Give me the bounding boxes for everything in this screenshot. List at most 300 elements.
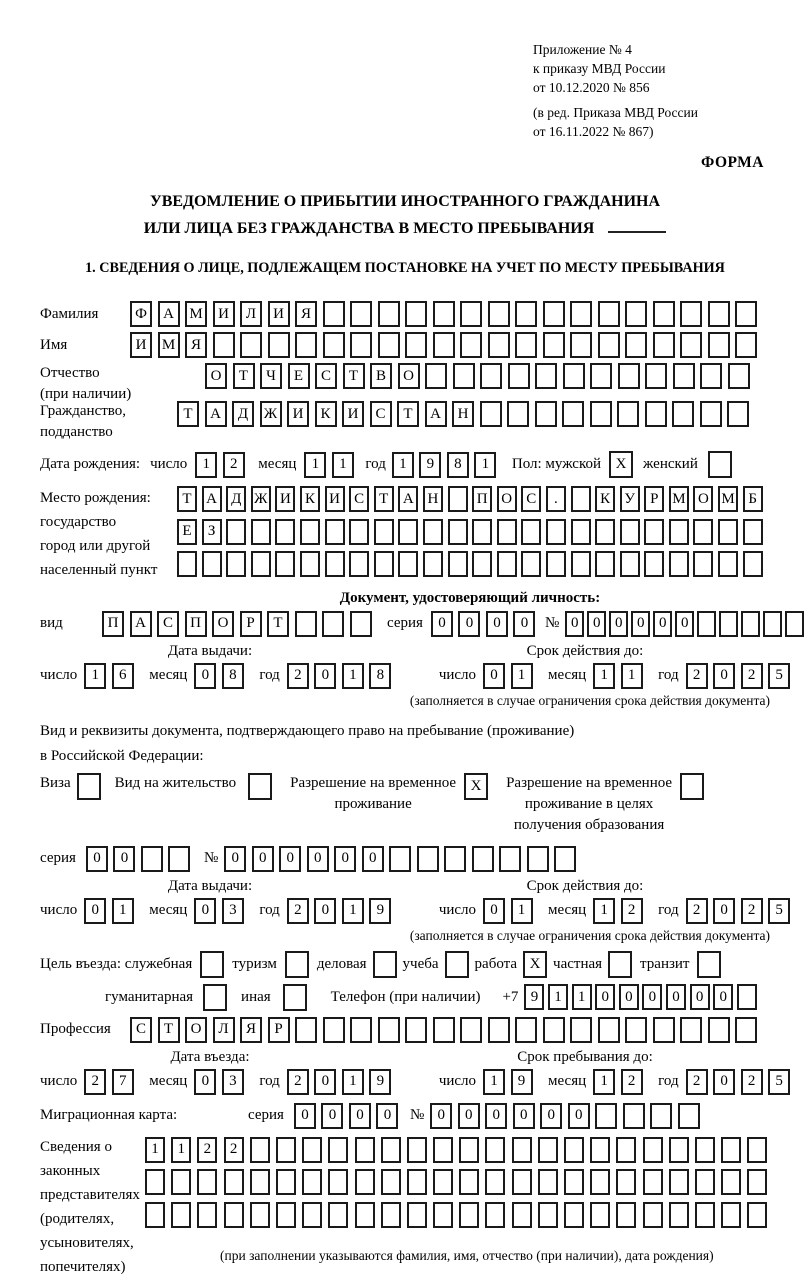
char-cell[interactable]: 0 xyxy=(307,846,329,872)
char-cell[interactable]: 5 xyxy=(768,663,790,689)
char-cell[interactable] xyxy=(521,519,541,545)
char-cell[interactable] xyxy=(276,1202,296,1228)
char-cell[interactable]: 2 xyxy=(741,898,763,924)
char-cell[interactable] xyxy=(680,332,702,358)
char-cell[interactable] xyxy=(512,1202,532,1228)
char-cell[interactable]: 0 xyxy=(194,898,216,924)
char-cell[interactable] xyxy=(398,551,418,577)
char-cell[interactable] xyxy=(268,332,290,358)
char-cell[interactable]: 0 xyxy=(540,1103,562,1129)
char-cell[interactable]: О xyxy=(212,611,234,637)
char-cell[interactable] xyxy=(598,1017,620,1043)
char-cell[interactable]: 0 xyxy=(631,611,650,637)
char-cell[interactable]: К xyxy=(300,486,320,512)
char-cell[interactable] xyxy=(302,1202,322,1228)
char-cell[interactable]: 1 xyxy=(511,663,533,689)
char-cell[interactable] xyxy=(680,301,702,327)
char-cell[interactable] xyxy=(355,1137,375,1163)
char-cell[interactable]: Т xyxy=(374,486,394,512)
char-cell[interactable] xyxy=(564,1202,584,1228)
char-cell[interactable] xyxy=(480,363,502,389)
char-cell[interactable]: М xyxy=(158,332,180,358)
char-cell[interactable] xyxy=(448,551,468,577)
char-cell[interactable]: С xyxy=(521,486,541,512)
char-cell[interactable]: 1 xyxy=(171,1137,191,1163)
char-cell[interactable]: 9 xyxy=(369,898,391,924)
char-cell[interactable]: О xyxy=(205,363,227,389)
char-cell[interactable] xyxy=(355,1202,375,1228)
char-cell[interactable] xyxy=(590,1202,610,1228)
char-cell[interactable] xyxy=(488,332,510,358)
char-cell[interactable] xyxy=(460,332,482,358)
char-cell[interactable] xyxy=(741,611,760,637)
char-cell[interactable] xyxy=(546,519,566,545)
char-cell[interactable] xyxy=(721,1137,741,1163)
purpose-business-checkbox[interactable] xyxy=(373,951,397,978)
char-cell[interactable] xyxy=(598,301,620,327)
char-cell[interactable]: А xyxy=(158,301,180,327)
char-cell[interactable]: Т xyxy=(233,363,255,389)
char-cell[interactable] xyxy=(381,1169,401,1195)
char-cell[interactable]: 2 xyxy=(741,1069,763,1095)
char-cell[interactable] xyxy=(302,1137,322,1163)
char-cell[interactable]: 1 xyxy=(304,452,326,478)
sex-female-checkbox[interactable] xyxy=(708,451,732,478)
char-cell[interactable] xyxy=(644,551,664,577)
char-cell[interactable] xyxy=(700,401,722,427)
char-cell[interactable]: 0 xyxy=(224,846,246,872)
char-cell[interactable] xyxy=(374,551,394,577)
char-cell[interactable]: Е xyxy=(288,363,310,389)
char-cell[interactable]: 0 xyxy=(314,663,336,689)
char-cell[interactable] xyxy=(145,1202,165,1228)
char-cell[interactable]: Я xyxy=(240,1017,262,1043)
temp-residence-education-checkbox[interactable] xyxy=(680,773,704,800)
char-cell[interactable]: 2 xyxy=(223,452,245,478)
char-cell[interactable] xyxy=(300,519,320,545)
char-cell[interactable]: 1 xyxy=(392,452,414,478)
char-cell[interactable]: 2 xyxy=(686,898,708,924)
char-cell[interactable] xyxy=(355,1169,375,1195)
char-cell[interactable] xyxy=(275,551,295,577)
char-cell[interactable] xyxy=(625,1017,647,1043)
char-cell[interactable] xyxy=(202,551,222,577)
char-cell[interactable] xyxy=(680,1017,702,1043)
char-cell[interactable] xyxy=(747,1169,767,1195)
char-cell[interactable] xyxy=(590,363,612,389)
visa-checkbox[interactable] xyxy=(77,773,101,800)
char-cell[interactable] xyxy=(617,401,639,427)
char-cell[interactable] xyxy=(570,1017,592,1043)
char-cell[interactable] xyxy=(488,1017,510,1043)
char-cell[interactable] xyxy=(171,1169,191,1195)
char-cell[interactable]: Т xyxy=(343,363,365,389)
char-cell[interactable] xyxy=(735,301,757,327)
char-cell[interactable] xyxy=(251,551,271,577)
char-cell[interactable] xyxy=(653,1017,675,1043)
char-cell[interactable] xyxy=(460,1017,482,1043)
char-cell[interactable]: М xyxy=(185,301,207,327)
char-cell[interactable]: 1 xyxy=(593,663,615,689)
char-cell[interactable]: Р xyxy=(268,1017,290,1043)
char-cell[interactable] xyxy=(350,301,372,327)
char-cell[interactable]: 1 xyxy=(342,898,364,924)
char-cell[interactable]: А xyxy=(205,401,227,427)
char-cell[interactable] xyxy=(718,551,738,577)
char-cell[interactable]: А xyxy=(202,486,222,512)
char-cell[interactable] xyxy=(224,1202,244,1228)
char-cell[interactable]: 0 xyxy=(314,898,336,924)
char-cell[interactable] xyxy=(213,332,235,358)
char-cell[interactable] xyxy=(453,363,475,389)
char-cell[interactable] xyxy=(535,363,557,389)
char-cell[interactable]: 0 xyxy=(194,663,216,689)
char-cell[interactable] xyxy=(378,301,400,327)
char-cell[interactable] xyxy=(374,519,394,545)
char-cell[interactable] xyxy=(328,1137,348,1163)
char-cell[interactable] xyxy=(459,1169,479,1195)
char-cell[interactable]: О xyxy=(398,363,420,389)
char-cell[interactable] xyxy=(381,1137,401,1163)
char-cell[interactable] xyxy=(653,301,675,327)
char-cell[interactable]: 1 xyxy=(511,898,533,924)
char-cell[interactable] xyxy=(571,519,591,545)
temp-residence-checkbox[interactable]: X xyxy=(464,773,488,800)
char-cell[interactable]: Л xyxy=(213,1017,235,1043)
char-cell[interactable] xyxy=(645,363,667,389)
char-cell[interactable]: В xyxy=(370,363,392,389)
char-cell[interactable] xyxy=(763,611,782,637)
char-cell[interactable] xyxy=(250,1169,270,1195)
char-cell[interactable] xyxy=(515,301,537,327)
char-cell[interactable]: 8 xyxy=(369,663,391,689)
purpose-other-checkbox[interactable] xyxy=(283,984,307,1011)
char-cell[interactable]: 0 xyxy=(349,1103,371,1129)
char-cell[interactable]: 0 xyxy=(485,1103,507,1129)
char-cell[interactable]: А xyxy=(398,486,418,512)
char-cell[interactable] xyxy=(645,401,667,427)
char-cell[interactable] xyxy=(521,551,541,577)
char-cell[interactable]: З xyxy=(202,519,222,545)
char-cell[interactable]: 0 xyxy=(713,663,735,689)
char-cell[interactable]: 3 xyxy=(222,1069,244,1095)
char-cell[interactable]: 1 xyxy=(195,452,217,478)
char-cell[interactable]: 0 xyxy=(595,984,615,1010)
char-cell[interactable]: 9 xyxy=(419,452,441,478)
purpose-study-checkbox[interactable] xyxy=(445,951,469,978)
char-cell[interactable]: 8 xyxy=(447,452,469,478)
char-cell[interactable] xyxy=(650,1103,672,1129)
char-cell[interactable]: 1 xyxy=(145,1137,165,1163)
char-cell[interactable] xyxy=(595,519,615,545)
purpose-private-checkbox[interactable] xyxy=(608,951,632,978)
char-cell[interactable] xyxy=(350,611,372,637)
char-cell[interactable] xyxy=(177,551,197,577)
char-cell[interactable] xyxy=(616,1137,636,1163)
char-cell[interactable] xyxy=(653,332,675,358)
char-cell[interactable]: И xyxy=(213,301,235,327)
char-cell[interactable] xyxy=(747,1137,767,1163)
char-cell[interactable] xyxy=(562,401,584,427)
char-cell[interactable] xyxy=(620,519,640,545)
char-cell[interactable]: И xyxy=(287,401,309,427)
char-cell[interactable] xyxy=(735,332,757,358)
char-cell[interactable]: 2 xyxy=(621,898,643,924)
char-cell[interactable] xyxy=(459,1202,479,1228)
char-cell[interactable] xyxy=(571,486,591,512)
char-cell[interactable]: И xyxy=(130,332,152,358)
char-cell[interactable] xyxy=(538,1202,558,1228)
char-cell[interactable]: С xyxy=(349,486,369,512)
char-cell[interactable]: 2 xyxy=(686,663,708,689)
char-cell[interactable]: С xyxy=(157,611,179,637)
char-cell[interactable]: 1 xyxy=(593,898,615,924)
char-cell[interactable]: К xyxy=(595,486,615,512)
char-cell[interactable]: А xyxy=(425,401,447,427)
char-cell[interactable] xyxy=(697,611,716,637)
char-cell[interactable] xyxy=(378,332,400,358)
char-cell[interactable] xyxy=(323,301,345,327)
char-cell[interactable] xyxy=(276,1137,296,1163)
char-cell[interactable]: 0 xyxy=(431,611,453,637)
char-cell[interactable]: Ф xyxy=(130,301,152,327)
char-cell[interactable] xyxy=(433,1137,453,1163)
char-cell[interactable]: Я xyxy=(295,301,317,327)
char-cell[interactable] xyxy=(171,1202,191,1228)
char-cell[interactable] xyxy=(743,519,763,545)
char-cell[interactable] xyxy=(695,1202,715,1228)
char-cell[interactable] xyxy=(423,551,443,577)
char-cell[interactable] xyxy=(295,332,317,358)
char-cell[interactable]: И xyxy=(268,301,290,327)
residence-permit-checkbox[interactable] xyxy=(248,773,272,800)
char-cell[interactable] xyxy=(727,401,749,427)
char-cell[interactable]: О xyxy=(693,486,713,512)
char-cell[interactable] xyxy=(433,332,455,358)
char-cell[interactable] xyxy=(349,519,369,545)
char-cell[interactable]: 0 xyxy=(84,898,106,924)
char-cell[interactable] xyxy=(302,1169,322,1195)
char-cell[interactable]: 2 xyxy=(197,1137,217,1163)
char-cell[interactable]: Я xyxy=(185,332,207,358)
char-cell[interactable] xyxy=(595,551,615,577)
char-cell[interactable]: 9 xyxy=(369,1069,391,1095)
char-cell[interactable]: 0 xyxy=(458,611,480,637)
char-cell[interactable]: Д xyxy=(226,486,246,512)
char-cell[interactable] xyxy=(721,1202,741,1228)
char-cell[interactable]: Б xyxy=(743,486,763,512)
char-cell[interactable] xyxy=(718,519,738,545)
char-cell[interactable]: 7 xyxy=(112,1069,134,1095)
char-cell[interactable] xyxy=(719,611,738,637)
char-cell[interactable]: 9 xyxy=(511,1069,533,1095)
char-cell[interactable]: П xyxy=(185,611,207,637)
char-cell[interactable]: 2 xyxy=(287,1069,309,1095)
char-cell[interactable] xyxy=(728,363,750,389)
char-cell[interactable]: Р xyxy=(644,486,664,512)
char-cell[interactable] xyxy=(669,1202,689,1228)
char-cell[interactable]: 1 xyxy=(572,984,592,1010)
char-cell[interactable] xyxy=(618,363,640,389)
char-cell[interactable] xyxy=(625,301,647,327)
char-cell[interactable]: 0 xyxy=(483,898,505,924)
char-cell[interactable]: П xyxy=(472,486,492,512)
char-cell[interactable] xyxy=(328,1169,348,1195)
char-cell[interactable]: С xyxy=(315,363,337,389)
char-cell[interactable] xyxy=(197,1202,217,1228)
char-cell[interactable] xyxy=(669,1137,689,1163)
char-cell[interactable]: 0 xyxy=(362,846,384,872)
char-cell[interactable]: 0 xyxy=(194,1069,216,1095)
char-cell[interactable]: 0 xyxy=(653,611,672,637)
char-cell[interactable] xyxy=(554,846,576,872)
char-cell[interactable]: 0 xyxy=(713,1069,735,1095)
purpose-official-checkbox[interactable] xyxy=(200,951,224,978)
char-cell[interactable]: 0 xyxy=(430,1103,452,1129)
char-cell[interactable] xyxy=(543,332,565,358)
char-cell[interactable]: Л xyxy=(240,301,262,327)
char-cell[interactable] xyxy=(472,519,492,545)
char-cell[interactable] xyxy=(620,551,640,577)
char-cell[interactable] xyxy=(240,332,262,358)
char-cell[interactable] xyxy=(564,1137,584,1163)
char-cell[interactable]: 0 xyxy=(587,611,606,637)
char-cell[interactable]: М xyxy=(669,486,689,512)
char-cell[interactable]: Н xyxy=(423,486,443,512)
purpose-transit-checkbox[interactable] xyxy=(697,951,721,978)
char-cell[interactable]: 0 xyxy=(565,611,584,637)
char-cell[interactable] xyxy=(695,1169,715,1195)
char-cell[interactable] xyxy=(693,551,713,577)
char-cell[interactable] xyxy=(669,519,689,545)
char-cell[interactable]: 0 xyxy=(713,984,733,1010)
char-cell[interactable] xyxy=(448,486,468,512)
char-cell[interactable] xyxy=(295,1017,317,1043)
char-cell[interactable] xyxy=(590,1137,610,1163)
char-cell[interactable] xyxy=(141,846,163,872)
char-cell[interactable]: 0 xyxy=(666,984,686,1010)
char-cell[interactable]: 0 xyxy=(113,846,135,872)
char-cell[interactable]: 2 xyxy=(686,1069,708,1095)
char-cell[interactable]: К xyxy=(315,401,337,427)
char-cell[interactable]: О xyxy=(185,1017,207,1043)
char-cell[interactable] xyxy=(497,551,517,577)
char-cell[interactable] xyxy=(598,332,620,358)
char-cell[interactable]: 0 xyxy=(675,611,694,637)
char-cell[interactable] xyxy=(417,846,439,872)
char-cell[interactable]: 2 xyxy=(287,663,309,689)
char-cell[interactable] xyxy=(590,1169,610,1195)
char-cell[interactable] xyxy=(448,519,468,545)
char-cell[interactable] xyxy=(251,519,271,545)
char-cell[interactable] xyxy=(616,1169,636,1195)
char-cell[interactable]: . xyxy=(546,486,566,512)
char-cell[interactable] xyxy=(564,1169,584,1195)
char-cell[interactable]: Т xyxy=(177,401,199,427)
char-cell[interactable]: 2 xyxy=(741,663,763,689)
char-cell[interactable]: 5 xyxy=(768,1069,790,1095)
char-cell[interactable]: 9 xyxy=(524,984,544,1010)
char-cell[interactable]: Е xyxy=(177,519,197,545)
char-cell[interactable]: Ж xyxy=(251,486,271,512)
char-cell[interactable]: 0 xyxy=(486,611,508,637)
purpose-work-checkbox[interactable]: X xyxy=(523,951,547,978)
char-cell[interactable] xyxy=(276,1169,296,1195)
char-cell[interactable]: 0 xyxy=(568,1103,590,1129)
char-cell[interactable]: М xyxy=(718,486,738,512)
char-cell[interactable]: 1 xyxy=(483,1069,505,1095)
char-cell[interactable] xyxy=(737,984,757,1010)
char-cell[interactable]: 0 xyxy=(334,846,356,872)
char-cell[interactable]: 5 xyxy=(768,898,790,924)
char-cell[interactable] xyxy=(323,1017,345,1043)
char-cell[interactable] xyxy=(700,363,722,389)
char-cell[interactable] xyxy=(644,519,664,545)
char-cell[interactable] xyxy=(485,1202,505,1228)
char-cell[interactable] xyxy=(785,611,804,637)
char-cell[interactable] xyxy=(250,1137,270,1163)
char-cell[interactable]: 1 xyxy=(332,452,354,478)
char-cell[interactable]: Ж xyxy=(260,401,282,427)
char-cell[interactable] xyxy=(485,1137,505,1163)
char-cell[interactable] xyxy=(398,519,418,545)
char-cell[interactable] xyxy=(349,551,369,577)
char-cell[interactable] xyxy=(546,551,566,577)
char-cell[interactable] xyxy=(381,1202,401,1228)
char-cell[interactable]: И xyxy=(275,486,295,512)
char-cell[interactable]: 0 xyxy=(252,846,274,872)
char-cell[interactable] xyxy=(695,1137,715,1163)
char-cell[interactable] xyxy=(224,1169,244,1195)
char-cell[interactable]: 1 xyxy=(342,1069,364,1095)
char-cell[interactable]: 0 xyxy=(690,984,710,1010)
char-cell[interactable] xyxy=(673,363,695,389)
char-cell[interactable] xyxy=(535,401,557,427)
char-cell[interactable] xyxy=(669,551,689,577)
char-cell[interactable]: У xyxy=(620,486,640,512)
char-cell[interactable] xyxy=(512,1169,532,1195)
char-cell[interactable]: О xyxy=(497,486,517,512)
char-cell[interactable]: 0 xyxy=(483,663,505,689)
char-cell[interactable]: 1 xyxy=(593,1069,615,1095)
char-cell[interactable] xyxy=(145,1169,165,1195)
char-cell[interactable] xyxy=(472,551,492,577)
char-cell[interactable]: 0 xyxy=(642,984,662,1010)
char-cell[interactable] xyxy=(678,1103,700,1129)
char-cell[interactable] xyxy=(708,301,730,327)
char-cell[interactable] xyxy=(623,1103,645,1129)
char-cell[interactable]: Т xyxy=(158,1017,180,1043)
char-cell[interactable] xyxy=(616,1202,636,1228)
char-cell[interactable] xyxy=(570,301,592,327)
char-cell[interactable]: С xyxy=(370,401,392,427)
char-cell[interactable]: 1 xyxy=(84,663,106,689)
char-cell[interactable]: 2 xyxy=(224,1137,244,1163)
char-cell[interactable] xyxy=(322,611,344,637)
char-cell[interactable] xyxy=(275,519,295,545)
purpose-humanitarian-checkbox[interactable] xyxy=(203,984,227,1011)
char-cell[interactable] xyxy=(405,332,427,358)
char-cell[interactable] xyxy=(747,1202,767,1228)
char-cell[interactable] xyxy=(168,846,190,872)
char-cell[interactable] xyxy=(425,363,447,389)
char-cell[interactable]: Ч xyxy=(260,363,282,389)
char-cell[interactable] xyxy=(708,1017,730,1043)
char-cell[interactable] xyxy=(378,1017,400,1043)
char-cell[interactable] xyxy=(433,1169,453,1195)
char-cell[interactable] xyxy=(708,332,730,358)
char-cell[interactable] xyxy=(480,401,502,427)
